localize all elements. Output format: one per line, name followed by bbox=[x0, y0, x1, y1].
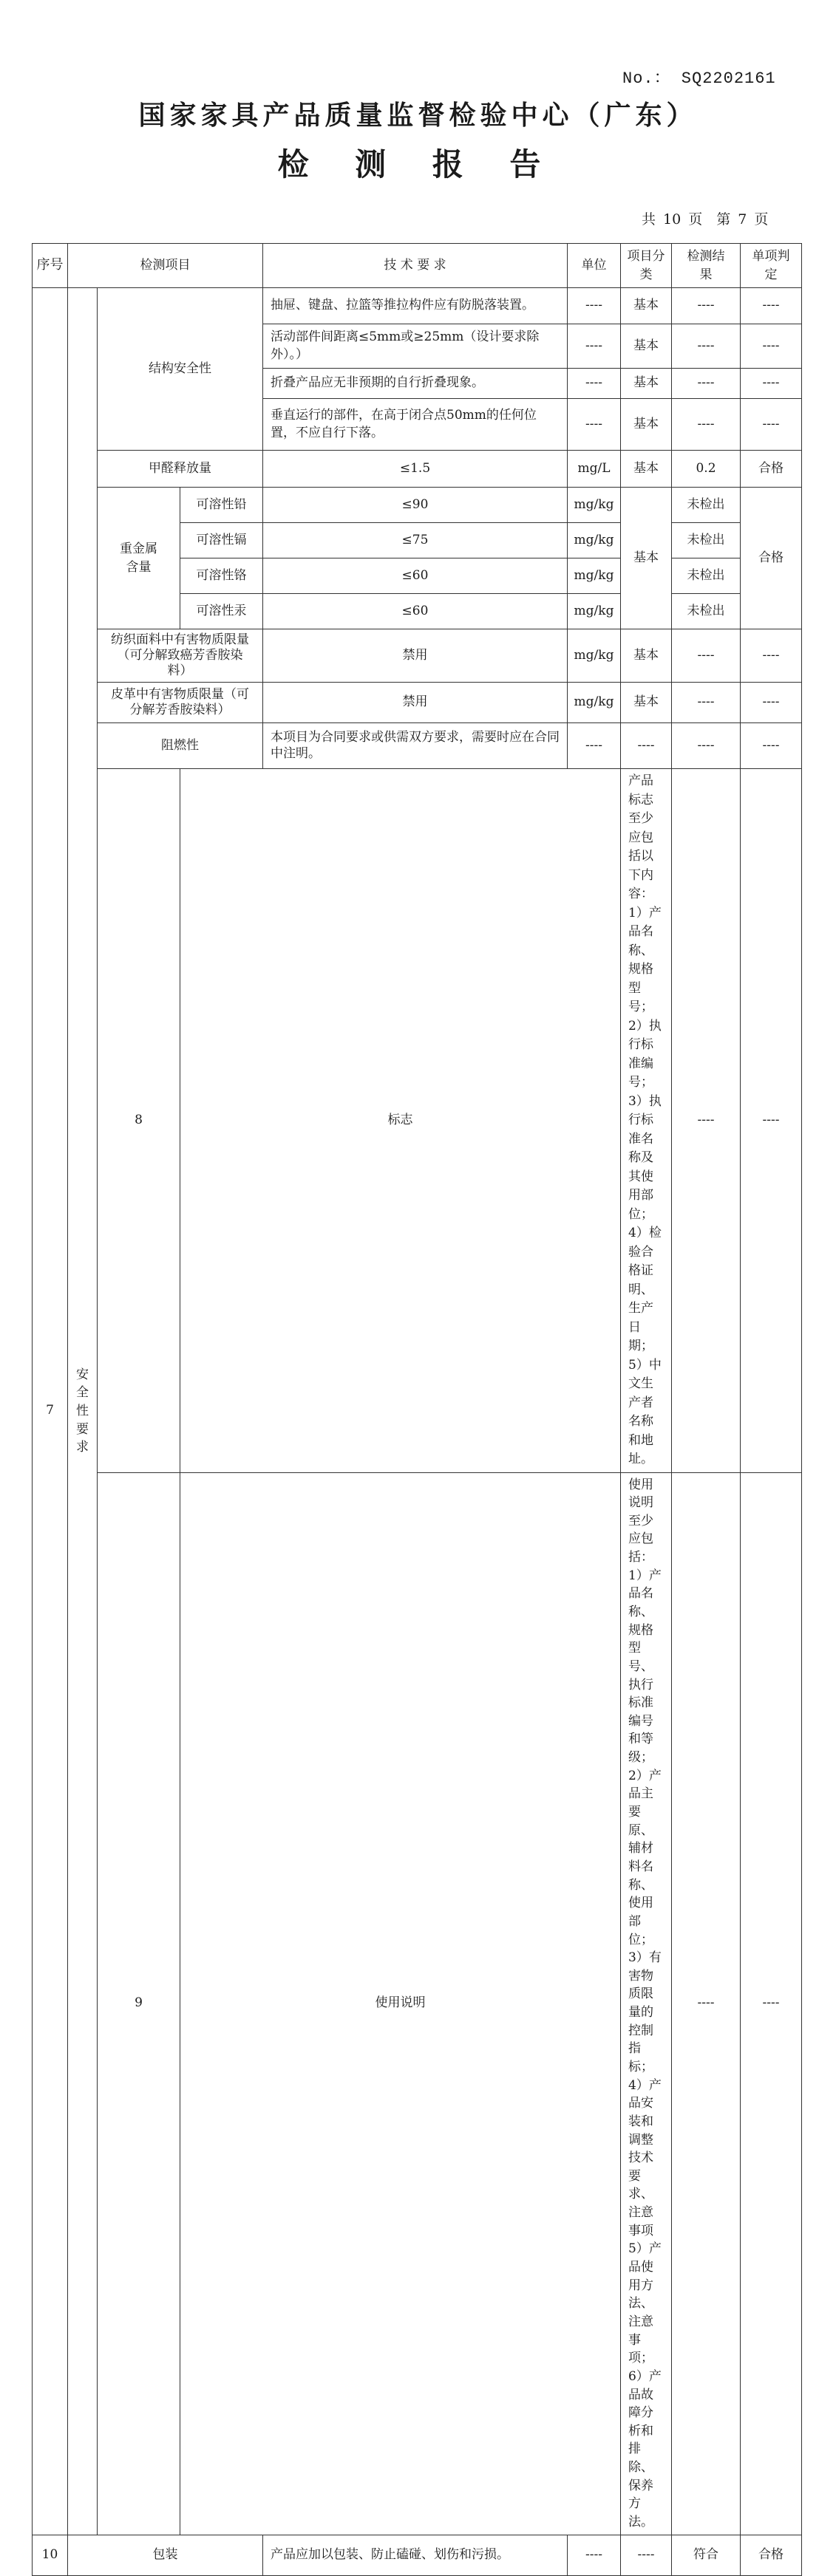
seq-7: 7 bbox=[33, 288, 68, 2535]
category-cell: 基本 bbox=[621, 369, 672, 399]
metal-name: 可溶性镉 bbox=[180, 523, 263, 558]
result-cell: 符合 bbox=[672, 2535, 741, 2575]
inspection-table bbox=[32, 243, 802, 2576]
header-seq: 序号 bbox=[33, 244, 68, 288]
table-row bbox=[33, 488, 802, 523]
table-row bbox=[33, 1472, 802, 2535]
structural-safety-label: 结构安全性 bbox=[98, 288, 263, 451]
unit-cell: mg/kg bbox=[568, 523, 621, 558]
marking-label: 标志 bbox=[180, 769, 621, 1473]
report-number: No.： SQ2202161 bbox=[622, 69, 776, 88]
safety-group-label: 安全性要求 bbox=[68, 288, 98, 2535]
result-cell: 未检出 bbox=[672, 558, 741, 594]
metal-req: ≤75 bbox=[263, 523, 568, 558]
document-title: 检 测 报 告 bbox=[277, 146, 559, 182]
marking-req-text: 产品标志至少应包括以下内容： 1）产品名称、规格型号； 2）执行标准编号； 3）执行标准名称及其使用部位； 4）检验合格证明、生产日期； 5）中文生产者名称和地址。 bbox=[628, 773, 662, 1466]
packaging-req: 产品应加以包装、防止磕碰、划伤和污损。 bbox=[263, 2535, 568, 2575]
formaldehyde-req: ≤1.5 bbox=[263, 451, 568, 488]
structural-req-4: 垂直运行的部件，在高于闭合点50mm的任何位置，不应自行下落。 bbox=[263, 399, 568, 451]
table-row bbox=[33, 769, 802, 1473]
judgement-cell: ---- bbox=[741, 288, 802, 324]
instructions-req-text: 使用说明至少应包括： 1）产品名称、规格型号、执行标准编号和等级； 2）产品主要原、辅材料名称、使用部位； 3）有害物质限量的控制指标； 4）产品安装和调整技术要求、注意事项 5）产品使用方法、注意事项； 6）产品故障分析和排除、保养方法。 bbox=[628, 1477, 662, 2530]
judgement-cell: ---- bbox=[741, 723, 802, 769]
metal-name: 可溶性铅 bbox=[180, 488, 263, 523]
seq-9: 9 bbox=[98, 1472, 180, 2535]
header-result: 检测结果 bbox=[672, 244, 741, 288]
header-item: 检测项目 bbox=[68, 244, 263, 288]
unit-cell: ---- bbox=[568, 369, 621, 399]
flame-label: 阻燃性 bbox=[98, 723, 263, 769]
table-row bbox=[33, 451, 802, 488]
leather-req: 禁用 bbox=[263, 683, 568, 723]
metal-name: 可溶性铬 bbox=[180, 558, 263, 594]
seq-8: 8 bbox=[98, 769, 180, 1473]
page-count: 共 10 页 第 7 页 bbox=[642, 211, 769, 228]
result-cell: 未检出 bbox=[672, 594, 741, 629]
judgement-cell: ---- bbox=[741, 369, 802, 399]
judgement-cell: ---- bbox=[741, 324, 802, 369]
organization-title: 国家家具产品质量监督检验中心（广东） bbox=[138, 100, 698, 131]
judgement-cell: ---- bbox=[741, 629, 802, 683]
category-cell: 基本 bbox=[621, 324, 672, 369]
table-row bbox=[33, 629, 802, 683]
marking-req bbox=[621, 769, 672, 1473]
result-cell: ---- bbox=[672, 683, 741, 723]
heavy-metals-category: 基本 bbox=[621, 488, 672, 629]
heavy-metals-judgement: 合格 bbox=[741, 488, 802, 629]
metal-req: ≤60 bbox=[263, 558, 568, 594]
unit-cell: mg/kg bbox=[568, 558, 621, 594]
result-cell: 0.2 bbox=[672, 451, 741, 488]
category-cell: ---- bbox=[621, 723, 672, 769]
table-row bbox=[33, 288, 802, 324]
metal-name: 可溶性汞 bbox=[180, 594, 263, 629]
metal-req: ≤60 bbox=[263, 594, 568, 629]
category-cell: ---- bbox=[741, 769, 802, 1473]
unit-cell: mg/kg bbox=[568, 488, 621, 523]
category-cell: ---- bbox=[741, 1472, 802, 2535]
result-cell: 未检出 bbox=[672, 488, 741, 523]
category-cell: 基本 bbox=[621, 288, 672, 324]
unit-cell: mg/kg bbox=[568, 683, 621, 723]
judgement-cell: 合格 bbox=[741, 451, 802, 488]
table-row bbox=[33, 683, 802, 723]
header-judgement: 单项判定 bbox=[741, 244, 802, 288]
formaldehyde-label: 甲醛释放量 bbox=[98, 451, 263, 488]
unit-cell: mg/L bbox=[568, 451, 621, 488]
heavy-metals-label: 重金属含量 bbox=[98, 488, 180, 629]
unit-cell: ---- bbox=[672, 769, 741, 1473]
header-category: 项目分类 bbox=[621, 244, 672, 288]
result-cell: ---- bbox=[672, 629, 741, 683]
unit-cell: mg/kg bbox=[568, 629, 621, 683]
instructions-label: 使用说明 bbox=[180, 1472, 621, 2535]
unit-cell: ---- bbox=[672, 1472, 741, 2535]
unit-cell: mg/kg bbox=[568, 594, 621, 629]
structural-req-3: 折叠产品应无非预期的自行折叠现象。 bbox=[263, 369, 568, 399]
result-cell: 未检出 bbox=[672, 523, 741, 558]
result-cell: ---- bbox=[672, 369, 741, 399]
result-cell: ---- bbox=[672, 399, 741, 451]
category-cell: 基本 bbox=[621, 629, 672, 683]
category-cell: 基本 bbox=[621, 399, 672, 451]
table-row bbox=[33, 723, 802, 769]
seq-10: 10 bbox=[33, 2535, 68, 2575]
category-cell: 基本 bbox=[621, 451, 672, 488]
unit-cell: ---- bbox=[568, 288, 621, 324]
result-cell: ---- bbox=[672, 723, 741, 769]
flame-req: 本项目为合同要求或供需双方要求，需要时应在合同中注明。 bbox=[263, 723, 568, 769]
unit-cell: ---- bbox=[568, 723, 621, 769]
metal-req: ≤90 bbox=[263, 488, 568, 523]
structural-req-2: 活动部件间距离≤5mm或≥25mm（设计要求除外）。） bbox=[263, 324, 568, 369]
header-requirement: 技 术 要 求 bbox=[263, 244, 568, 288]
table-row bbox=[33, 2535, 802, 2575]
textile-req: 禁用 bbox=[263, 629, 568, 683]
textile-label: 纺织面料中有害物质限量（可分解致癌芳香胺染料） bbox=[98, 629, 263, 683]
category-cell: ---- bbox=[621, 2535, 672, 2575]
header-unit: 单位 bbox=[568, 244, 621, 288]
judgement-cell: ---- bbox=[741, 399, 802, 451]
packaging-label: 包装 bbox=[68, 2535, 263, 2575]
unit-cell: ---- bbox=[568, 324, 621, 369]
instructions-req bbox=[621, 1472, 672, 2535]
category-cell: 基本 bbox=[621, 683, 672, 723]
unit-cell: ---- bbox=[568, 399, 621, 451]
judgement-cell: ---- bbox=[741, 683, 802, 723]
result-cell: ---- bbox=[672, 288, 741, 324]
leather-label: 皮革中有害物质限量（可分解芳香胺染料） bbox=[98, 683, 263, 723]
header-row bbox=[33, 244, 802, 288]
judgement-cell: 合格 bbox=[741, 2535, 802, 2575]
unit-cell: ---- bbox=[568, 2535, 621, 2575]
result-cell: ---- bbox=[672, 324, 741, 369]
structural-req-1: 抽屉、键盘、拉篮等推拉构件应有防脱落装置。 bbox=[263, 288, 568, 324]
